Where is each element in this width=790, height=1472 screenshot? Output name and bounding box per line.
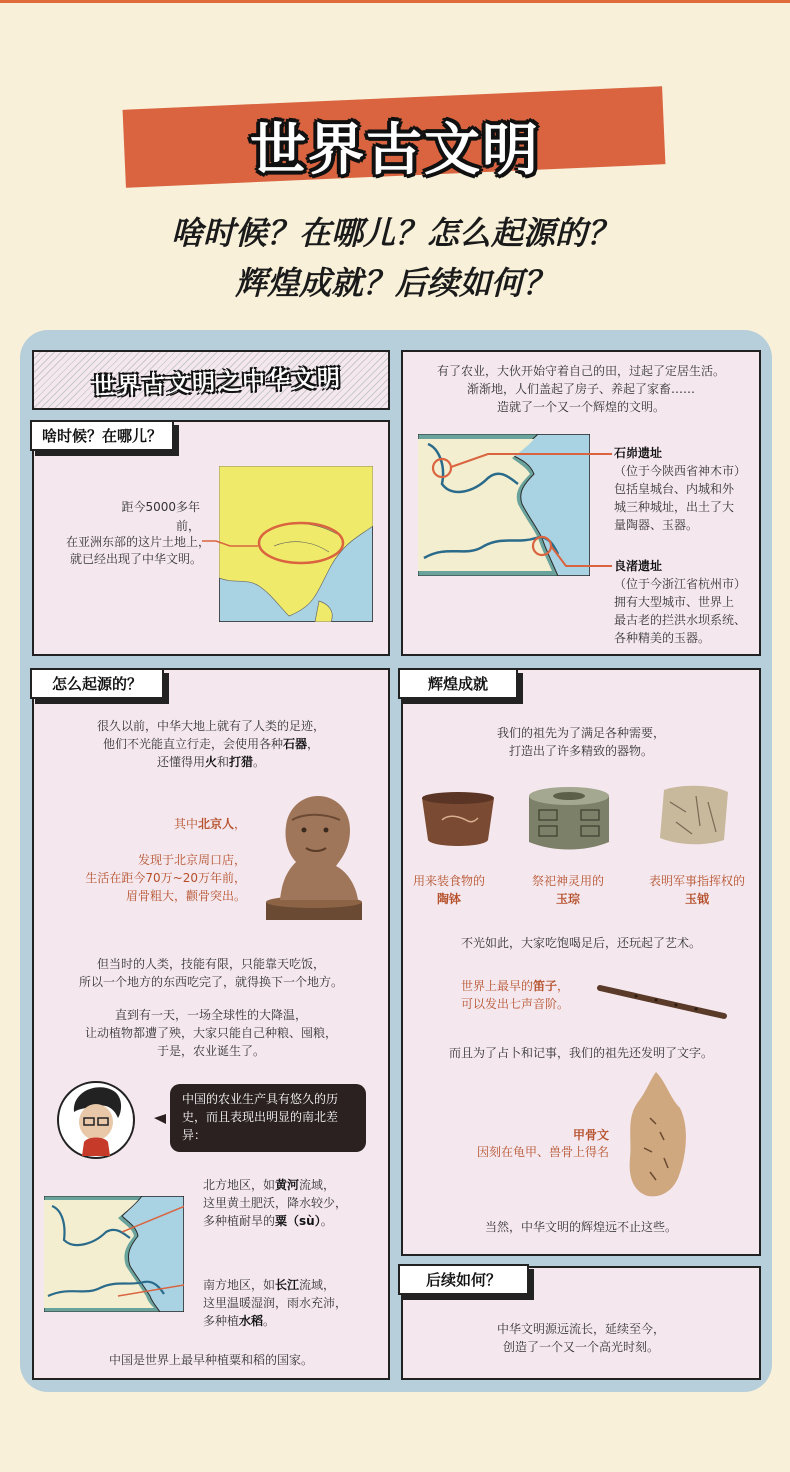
flute-line-1: 世界上最早的笛子， — [460, 979, 569, 993]
pottery-bowl-image — [418, 790, 498, 852]
jade-cong-image — [525, 784, 613, 854]
peking-man-title: 其中北京人， — [173, 817, 246, 831]
where-line-2: 在亚洲东部的这片土地上， — [65, 535, 210, 549]
bone-flute-image — [596, 980, 728, 1024]
art-line: 不光如此，大家吃饱喝足后，还玩起了艺术。 — [460, 936, 701, 950]
origin-p3-line1: 直到有一天，一场全球性的大降温， — [114, 1008, 307, 1022]
origin-p1-line2: 他们不光能直立行走，会使用各种石器， — [102, 737, 320, 751]
later-line-2: 创造了一个又一个高光时刻。 — [502, 1340, 659, 1354]
site-shimao-desc-1: 包括皇城台、内城和外 — [614, 482, 735, 496]
site-shimao-location: （位于今陕西省神木市） — [614, 464, 747, 478]
site-liangzhu-desc-3: 各种精美的玉器。 — [614, 631, 711, 645]
achieve-line-2: 打造出了许多精致的器物。 — [508, 744, 653, 758]
site-shimao-desc-2: 城三种城址，出土了大 — [614, 500, 735, 514]
site-liangzhu — [614, 557, 759, 647]
peking-man-line-2: 发现于北京周口店， — [137, 853, 246, 867]
top-accent-line — [0, 0, 790, 3]
site-liangzhu-name: 良渚遗址 — [614, 559, 663, 573]
south-line-3: 多种植水稻。 — [203, 1314, 276, 1328]
writing-line: 而且为了占卜和记事，我们的祖先还发明了文字。 — [448, 1046, 713, 1060]
site-liangzhu-desc-1: 拥有大型城市、世界上 — [614, 595, 735, 609]
subtitle-line-1: 啥时候？在哪儿？怎么起源的？ — [170, 214, 619, 252]
origin-p3-line3: 于是，农业诞生了。 — [156, 1044, 265, 1058]
page-title: 世界古文明 — [250, 118, 540, 183]
north-line-1: 北方地区，如黄河流域， — [203, 1178, 336, 1192]
oracle-bone-image — [620, 1068, 692, 1200]
achievements-tag: 辉煌成就 — [398, 668, 518, 699]
item-pottery-caption: 用来装食物的 陶钵 — [412, 874, 485, 906]
later-tag: 后续如何？ — [398, 1264, 529, 1295]
when-line-1: 距今5000多年前， — [121, 500, 200, 533]
north-south-map — [44, 1196, 184, 1312]
peking-man-line-4: 眉骨粗大，颧骨突出。 — [125, 889, 246, 903]
origin-final-line: 中国是世界上最早种植粟和稻的国家。 — [108, 1353, 313, 1367]
achieve-line-1: 我们的祖先为了满足各种需要， — [496, 726, 665, 740]
origin-p3-line2: 让动植物都遭了殃，大家只能自己种粮、囤粮， — [84, 1026, 337, 1040]
section-header-title: 世界古文明之中华文明 — [91, 365, 343, 400]
settle-line-1: 有了农业，大伙开始守着自己的田，过起了定居生活。 — [436, 364, 725, 378]
pointer-line — [202, 470, 262, 560]
oracle-bone-name: 甲骨文 — [572, 1128, 609, 1142]
flute-line-2: 可以发出七声音阶。 — [460, 997, 569, 1011]
origin-p1-line1: 很久以前，中华大地上就有了人类的足迹， — [96, 719, 325, 733]
achieve-end-line: 当然，中华文明的辉煌远不止这些。 — [484, 1220, 677, 1234]
south-line-2: 这里温暖湿润，雨水充沛， — [203, 1296, 348, 1310]
north-line-2: 这里黄土肥沃，降水较少， — [203, 1196, 348, 1210]
origin-tag: 怎么起源的？ — [30, 668, 164, 699]
north-line-3: 多种植耐旱的粟（sù）。 — [203, 1214, 333, 1228]
oracle-bone-desc: 因刻在龟甲、兽骨上得名 — [476, 1145, 609, 1159]
site-shimao-desc-3: 量陶器、玉器。 — [614, 518, 699, 532]
site-shimao — [614, 444, 759, 534]
item-yue-caption: 表明军事指挥权的 玉钺 — [648, 874, 745, 906]
settle-line-3: 造就了一个又一个辉煌的文明。 — [496, 400, 665, 414]
where-line-3: 就已经出现了中华文明。 — [69, 552, 202, 566]
origin-p2-line1: 但当时的人类，技能有限，只能靠天吃饭， — [96, 957, 325, 971]
narrator-avatar — [54, 1078, 174, 1162]
item-cong-caption: 祭祀神灵用的 玉琮 — [531, 874, 604, 906]
section-header-panel — [32, 350, 390, 410]
site-liangzhu-desc-2: 最古老的拦洪水坝系统、 — [614, 613, 747, 627]
settle-line-2: 渐渐地，人们盖起了房子、养起了家畜…… — [466, 382, 695, 396]
jade-yue-image — [656, 782, 732, 848]
peking-man-line-3: 生活在距今70万~20万年前， — [85, 871, 246, 885]
south-line-1: 南方地区，如长江流域， — [203, 1278, 336, 1292]
site-liangzhu-location: （位于今浙江省杭州市） — [614, 577, 747, 591]
origin-p1-line3: 还懂得用火和打猎。 — [156, 755, 266, 769]
subtitle-line-2: 辉煌成就？后续如何？ — [234, 264, 555, 302]
later-line-1: 中华文明源远流长，延续至今， — [496, 1322, 665, 1336]
origin-p2-line2: 所以一个地方的东西吃完了，就得换下一个地方。 — [78, 975, 343, 989]
peking-man-bust — [262, 790, 366, 922]
site-pointer-lines — [440, 444, 620, 574]
when-where-tag: 啥时候？在哪儿？ — [30, 420, 174, 451]
site-shimao-name: 石峁遗址 — [614, 446, 663, 460]
narrator-speech-bubble: 中国的农业生产具有悠久的历史，而且表现出明显的南北差异： — [170, 1084, 366, 1152]
